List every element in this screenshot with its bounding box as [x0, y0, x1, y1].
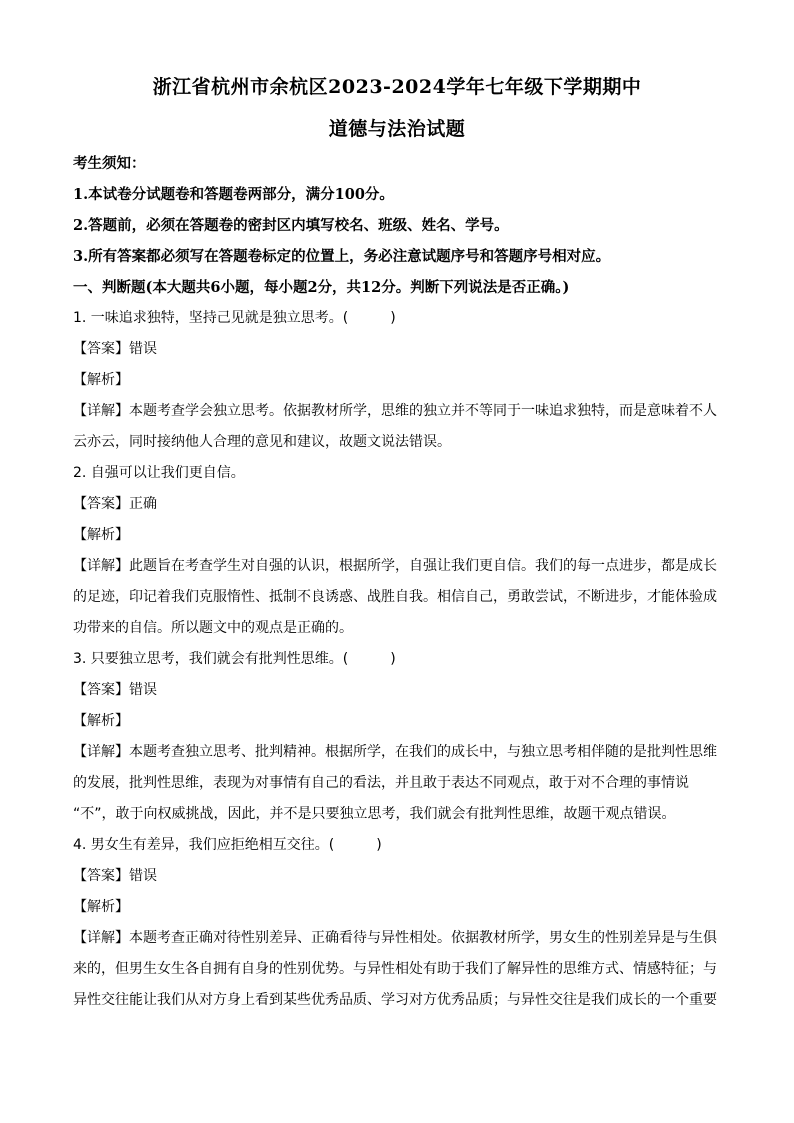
- detail-paragraph: [73, 396, 725, 458]
- detail-line: 来的，但男生女生各自拥有自身的性别优势。与异性相处有助于我们了解异性的思维方式、情感特征；与: [73, 961, 717, 977]
- detail-line: 异性交往能让我们从对方身上看到某些优秀品质、学习对方优秀品质；与异性交往是我们成长的一个重要: [73, 992, 717, 1008]
- document-body: [73, 148, 725, 1016]
- answer-line: 【答案】正确: [73, 496, 157, 512]
- detail-line: 功带来的自信。所以题文中的观点是正确的。: [73, 620, 353, 636]
- question-stem: 3. 只要独立思考，我们就会有批判性思维。( ): [73, 651, 396, 667]
- answer-line: 【答案】错误: [73, 868, 157, 884]
- section-heading: 一、判断题(本大题共6小题，每小题2分，共12分。判断下列说法是否正确。): [73, 279, 570, 296]
- document-subtitle: 道德与法治试题: [328, 118, 466, 140]
- question-stem: 4. 男女生有差异，我们应拒绝相互交往。( ): [73, 837, 382, 853]
- detail-line: 云亦云，同时接纳他人合理的意见和建议，故题文说法错误。: [73, 434, 451, 450]
- notice-heading: 考生须知：: [73, 155, 146, 172]
- detail-paragraph: [73, 923, 725, 1016]
- analysis-label: 【解析】: [73, 713, 129, 729]
- detail-line: 【详解】此题旨在考查学生对自强的认识，根据所学，自强让我们更自信。我们的每一点进步，都是成长: [73, 558, 717, 574]
- detail-paragraph: [73, 551, 725, 644]
- detail-line: 【详解】本题考查学会独立思考。依据教材所学，思维的独立并不等同于一味追求独特，而是意味着不人: [73, 403, 717, 419]
- detail-line: 【详解】本题考查独立思考、批判精神。根据所学，在我们的成长中，与独立思考相伴随的是批判性思维: [73, 744, 717, 760]
- analysis-label: 【解析】: [73, 372, 129, 388]
- detail-line: 【详解】本题考查正确对待性别差异、正确看待与异性相处。依据教材所学，男女生的性别差异是与生俱: [73, 930, 717, 946]
- answer-line: 【答案】错误: [73, 341, 157, 357]
- detail-line: 的足迹，印记着我们克服惰性、抵制不良诱惑、战胜自我。相信自己，勇敢尝试，不断进步，才能体验成: [73, 589, 717, 605]
- detail-line: “不”，敢于向权威挑战，因此，并不是只要独立思考，我们就会有批判性思维，故题干观点错误。: [73, 806, 676, 822]
- detail-line: 的发展，批判性思维，表现为对事情有自己的看法，并且敢于表达不同观点，敢于对不合理的事情说: [73, 775, 689, 791]
- question-stem: 1. 一味追求独特，坚持己见就是独立思考。( ): [73, 310, 396, 326]
- analysis-label: 【解析】: [73, 527, 129, 543]
- question-stem: 2. 自强可以让我们更自信。: [73, 465, 245, 481]
- document-title: 浙江省杭州市余杭区2023-2024学年七年级下学期期中: [152, 76, 642, 98]
- answer-line: 【答案】错误: [73, 682, 157, 698]
- notice-item: 2.答题前，必须在答题卷的密封区内填写校名、班级、姓名、学号。: [73, 217, 509, 234]
- notice-item: 3.所有答案都必须写在答题卷标定的位置上，务必注意试题序号和答题序号相对应。: [73, 248, 611, 265]
- analysis-label: 【解析】: [73, 899, 129, 915]
- notice-item: 1.本试卷分试题卷和答题卷两部分，满分100分。: [73, 186, 394, 203]
- detail-paragraph: [73, 737, 725, 830]
